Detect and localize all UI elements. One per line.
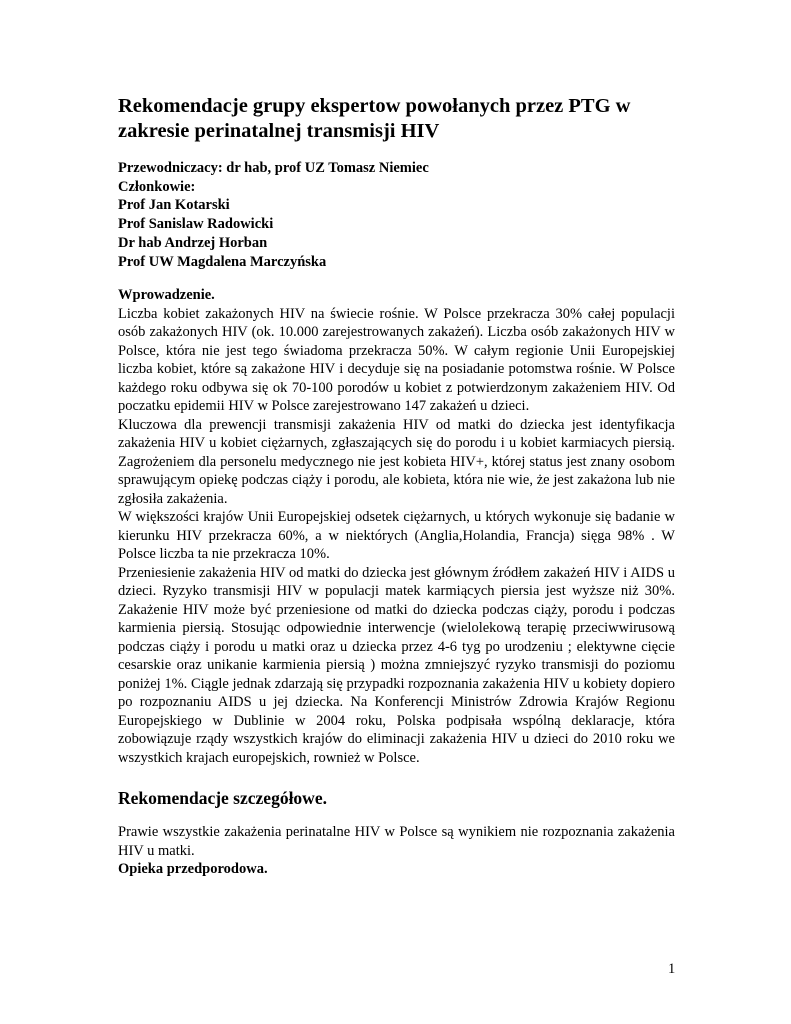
page-number: 1: [668, 961, 676, 977]
intro-paragraph: Liczba kobiet zakażonych HIV na świecie rośnie. W Polsce przekracza 30% całej populacji osób zakażonych HIV (ok. 10.000 zarejestrowanych zakażeń). Liczba osób zakażonych HIV w Polsce, która nie jest tego świadoma przekracza 50%. W całym regionie Unii Europejskiej liczba kobiet, które są zakażone HIV i decyduje się na posiadanie potomstwa rośnie. W Polsce każdego roku odbywa się ok 70-100 porodów u kobiet z potwierdzonym zakażeniem HIV. Od poczatku epidemii HIV w Polsce zarejestrowano 147 zakażeń u dzieci.: [118, 305, 675, 415]
document-title: Rekomendacje grupy ekspertow powołanych przez PTG w zakresie perinatalnej transmisji HIV: [118, 95, 631, 142]
intro-heading: Wprowadzenie.: [118, 287, 215, 304]
section-paragraph: Prawie wszystkie zakażenia perinatalne HIV w Polsce są wynikiem nie rozpoznania zakażenia HIV u matki.: [118, 824, 675, 859]
section-heading: Rekomendacje szczegółowe.: [118, 788, 327, 809]
committee-member: Dr hab Andrzej Horban: [118, 234, 268, 251]
committee-member: Prof Jan Kotarski: [118, 197, 230, 214]
intro-paragraph: W większości krajów Unii Europejskiej odsetek ciężarnych, u których wykonuje się badanie w kierunku HIV przekracza 60%, a w niektórych (Anglia,Holandia, Francja) sięga 98% . W Polsce liczba ta nie przekracza 10%.: [118, 509, 675, 563]
intro-paragraph: Kluczowa dla prewencji transmisji zakażenia HIV od matki do dziecka jest identyfikacja zakażenia HIV u kobiet ciężarnych, zgłaszających się do porodu i u kobiet karmiacych piersią. Zagrożeniem dla personelu medycznego nie jest kobieta HIV+, której status jest znany osobom sprawującym opiekę podczas ciąży i porodu, ale kobieta, która nie wie, że jest zakażona lub nie zgłosiła zakażenia.: [118, 416, 675, 507]
committee-list: [118, 159, 675, 271]
document-page: [118, 94, 675, 879]
committee-member: Prof UW Magdalena Marczyńska: [118, 253, 327, 270]
committee-member: Prof Sanislaw Radowicki: [118, 216, 274, 233]
committee-members-label: Członkowie:: [118, 178, 196, 195]
committee-chair: Przewodniczacy: dr hab, prof UZ Tomasz Niemiec: [118, 160, 429, 176]
subsection-heading: Opieka przedporodowa.: [118, 861, 268, 878]
intro-paragraph: Przeniesienie zakażenia HIV od matki do dziecka jest głównym źródłem zakażeń HIV i AIDS u dzieci. Ryzyko transmisji HIV w populacji matek karmiących piersia jest wyższe niż 30%. Zakażenie HIV może być przeniesione od matki do dziecka podczas ciąży, porodu i podczas karmienia piersią. Stosując odpowiednie interwencje (wielolekową terapię przeciwwirusową podczas ciąży i porodu u matki oraz u dziecka przez 4-6 tyg po urodzeniu ; elektywne cięcie cesarskie oraz unikanie karmienia piersią ) można zmniejszyć ryzyko transmisji do poziomu poniżej 1%. Ciągle jednak zdarzają się przypadki rozpoznania zakażenia HIV u kobiety dopiero po rozpoznaniu AIDS u jej dziecka. Na Konferencji Ministrów Zdrowia Krajów Regionu Europejskiego w Dublinie w 2004 roku, Polska podpisała wspólną deklaracje, która zobowiązuje rządy wszystkich krajów do eliminacji zakażenia HIV u dzieci do 2010 roku we wszystkich krajach europejskich, rownież w Polsce.: [118, 564, 675, 766]
